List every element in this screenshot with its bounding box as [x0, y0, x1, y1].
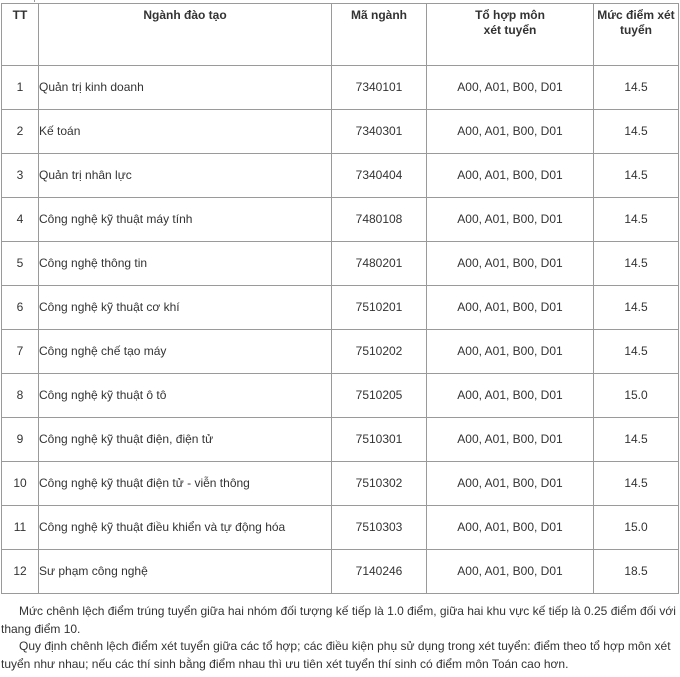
- table-row: [2, 286, 679, 330]
- cell-ma-nganh: 7480108: [332, 198, 427, 242]
- table-body: [2, 66, 679, 594]
- table-row: [2, 330, 679, 374]
- cell-nganh-dao-tao: Công nghệ kỹ thuật điện, điện tử: [39, 418, 332, 462]
- cell-to-hop-mon: A00, A01, B00, D01: [427, 286, 594, 330]
- cell-tt: 1: [2, 66, 39, 110]
- notes: [1, 603, 677, 673]
- cell-nganh-dao-tao: Công nghệ kỹ thuật ô tô: [39, 374, 332, 418]
- cell-nganh-dao-tao: Công nghệ kỹ thuật máy tính: [39, 198, 332, 242]
- cell-muc-diem: 14.5: [594, 286, 679, 330]
- cell-ma-nganh: 7510205: [332, 374, 427, 418]
- header-to-hop-line1: Tổ hợp môn: [475, 8, 545, 22]
- note-paragraph-2: Quy định chênh lệch điểm xét tuyển giữa các tổ hợp; các điều kiện phụ sử dụng trong xét tuyển: điểm theo tổ hợp môn xét tuyển như nhau; nếu các thí sinh bằng điểm nhau thì ưu tiên xét tuyển thí sinh có điểm môn Toán cao hơn.: [1, 639, 671, 671]
- header-ma-nganh: Mã ngành: [332, 4, 427, 66]
- cell-tt: 8: [2, 374, 39, 418]
- header-to-hop-line2: xét tuyển: [483, 23, 537, 37]
- header-muc-diem-line1: Mức điểm xét: [597, 8, 675, 22]
- cell-tt: 12: [2, 550, 39, 594]
- cell-ma-nganh: 7510302: [332, 462, 427, 506]
- cell-nganh-dao-tao: Công nghệ kỹ thuật cơ khí: [39, 286, 332, 330]
- table-row: [2, 550, 679, 594]
- cell-to-hop-mon: A00, A01, B00, D01: [427, 374, 594, 418]
- table-row: [2, 418, 679, 462]
- cell-ma-nganh: 7480201: [332, 242, 427, 286]
- admissions-table: [1, 3, 679, 594]
- cell-ma-nganh: 7140246: [332, 550, 427, 594]
- header-row: [2, 4, 679, 66]
- table-row: [2, 198, 679, 242]
- cell-nganh-dao-tao: Công nghệ kỹ thuật điện tử - viễn thông: [39, 462, 332, 506]
- table-row: [2, 506, 679, 550]
- table-row: [2, 154, 679, 198]
- cell-tt: 6: [2, 286, 39, 330]
- cell-tt: 7: [2, 330, 39, 374]
- cell-ma-nganh: 7510301: [332, 418, 427, 462]
- cell-muc-diem: 15.0: [594, 506, 679, 550]
- cell-ma-nganh: 7340301: [332, 110, 427, 154]
- table-top-border-fragment: [34, 0, 39, 2]
- cell-to-hop-mon: A00, A01, B00, D01: [427, 506, 594, 550]
- table-row: [2, 374, 679, 418]
- cell-tt: 10: [2, 462, 39, 506]
- header-nganh-dao-tao: Ngành đào tạo: [39, 4, 332, 66]
- cell-to-hop-mon: A00, A01, B00, D01: [427, 462, 594, 506]
- cell-to-hop-mon: A00, A01, B00, D01: [427, 418, 594, 462]
- cell-to-hop-mon: A00, A01, B00, D01: [427, 110, 594, 154]
- cell-muc-diem: 14.5: [594, 242, 679, 286]
- header-muc-diem-line2: tuyển: [619, 23, 652, 37]
- cell-muc-diem: 14.5: [594, 418, 679, 462]
- cell-muc-diem: 14.5: [594, 462, 679, 506]
- cell-muc-diem: 14.5: [594, 66, 679, 110]
- cell-to-hop-mon: A00, A01, B00, D01: [427, 242, 594, 286]
- cell-ma-nganh: 7340101: [332, 66, 427, 110]
- cell-ma-nganh: 7510303: [332, 506, 427, 550]
- cell-nganh-dao-tao: Công nghệ chế tạo máy: [39, 330, 332, 374]
- table-row: [2, 66, 679, 110]
- cell-nganh-dao-tao: Công nghệ kỹ thuật điều khiển và tự động hóa: [39, 506, 332, 550]
- cell-ma-nganh: 7340404: [332, 154, 427, 198]
- cell-ma-nganh: 7510201: [332, 286, 427, 330]
- cell-tt: 11: [2, 506, 39, 550]
- cell-to-hop-mon: A00, A01, B00, D01: [427, 330, 594, 374]
- cell-to-hop-mon: A00, A01, B00, D01: [427, 154, 594, 198]
- cell-muc-diem: 14.5: [594, 154, 679, 198]
- header-tt: TT: [2, 4, 39, 66]
- table-header: [2, 4, 679, 66]
- cell-muc-diem: 14.5: [594, 198, 679, 242]
- cell-ma-nganh: 7510202: [332, 330, 427, 374]
- cell-nganh-dao-tao: Quản trị kinh doanh: [39, 66, 332, 110]
- cell-nganh-dao-tao: Kế toán: [39, 110, 332, 154]
- cell-tt: 5: [2, 242, 39, 286]
- cell-nganh-dao-tao: Quản trị nhân lực: [39, 154, 332, 198]
- cell-muc-diem: 14.5: [594, 110, 679, 154]
- note-paragraph-1: Mức chênh lệch điểm trúng tuyển giữa hai nhóm đối tượng kế tiếp là 1.0 điểm, giữa hai khu vực kế tiếp là 0.25 điểm đối với thang điểm 10.: [1, 604, 676, 636]
- cell-tt: 9: [2, 418, 39, 462]
- cell-tt: 3: [2, 154, 39, 198]
- cell-muc-diem: 14.5: [594, 330, 679, 374]
- table-row: [2, 242, 679, 286]
- header-to-hop-mon: [427, 4, 594, 66]
- table-row: [2, 110, 679, 154]
- cell-to-hop-mon: A00, A01, B00, D01: [427, 66, 594, 110]
- cell-nganh-dao-tao: Sư phạm công nghệ: [39, 550, 332, 594]
- cell-muc-diem: 15.0: [594, 374, 679, 418]
- cell-muc-diem: 18.5: [594, 550, 679, 594]
- cell-tt: 2: [2, 110, 39, 154]
- cell-nganh-dao-tao: Công nghệ thông tin: [39, 242, 332, 286]
- cell-to-hop-mon: A00, A01, B00, D01: [427, 550, 594, 594]
- header-muc-diem: [594, 4, 679, 66]
- cell-to-hop-mon: A00, A01, B00, D01: [427, 198, 594, 242]
- cell-tt: 4: [2, 198, 39, 242]
- table-row: [2, 462, 679, 506]
